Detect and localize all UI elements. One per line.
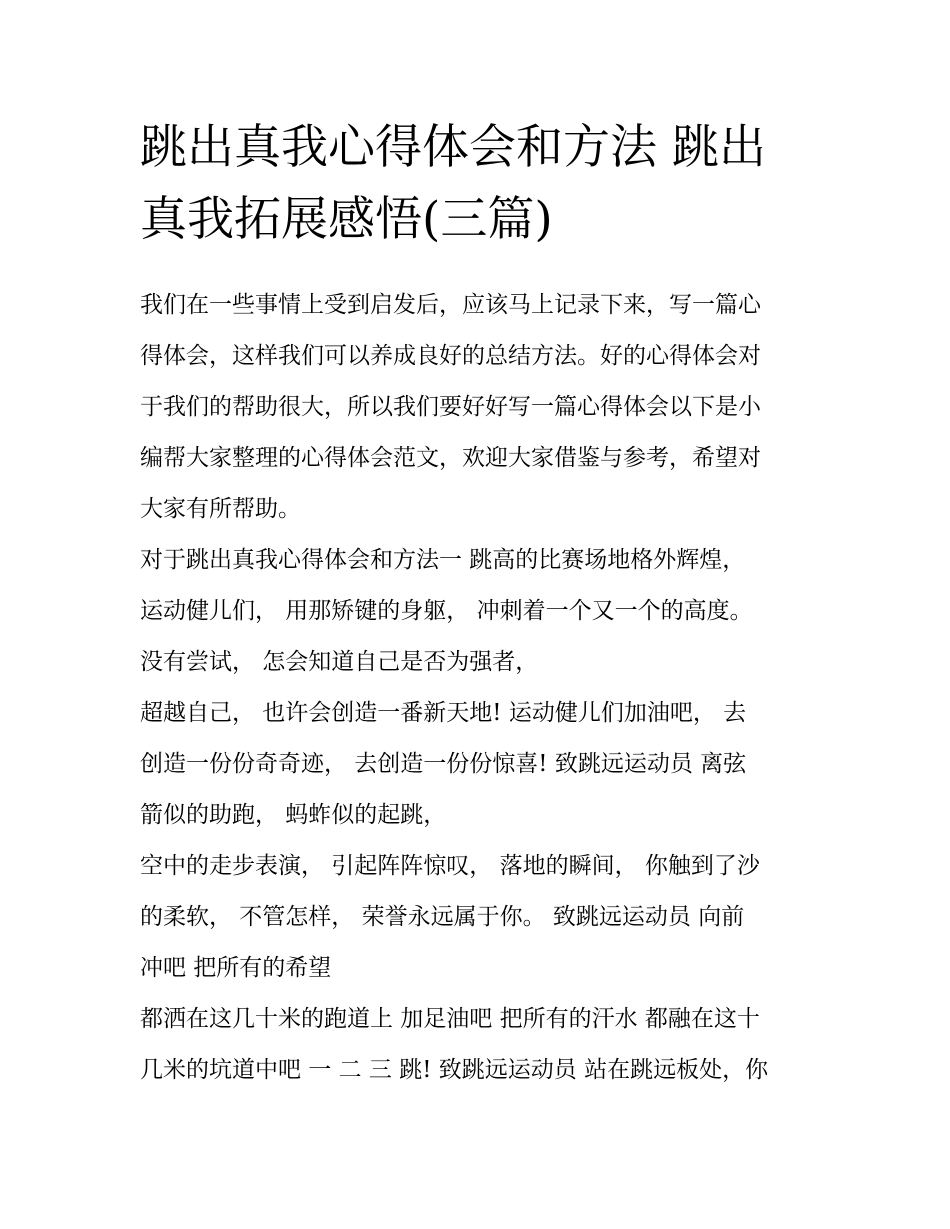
body-line: 大家有所帮助。 [140,496,301,522]
body-line: 得体会，这样我们可以养成良好的总结方法。好的心得体会对 [140,343,761,369]
body-line: 几米的坑道中吧 一 二 三 跳! 致跳远运动员 站在跳远板处，你 [140,1057,769,1083]
body-line: 编帮大家整理的心得体会范文，欢迎大家借鉴与参考，希望对 [140,445,761,471]
body-line: 都洒在这几十米的跑道上 加足油吧 把所有的汗水 都融在这十 [140,1006,760,1032]
document-title [140,112,820,256]
body-line: 超越自己， 也许会创造一番新天地! 运动健儿们加油吧， 去 [140,700,747,726]
body-line: 箭似的助跑， 蚂蚱似的起跳， [140,802,447,828]
title-line: 真我拓展感悟(三篇) [140,192,553,247]
body-line: 于我们的帮助很大，所以我们要好好写一篇心得体会以下是小 [140,394,761,420]
body-line: 空中的走步表演， 引起阵阵惊叹， 落地的瞬间， 你触到了沙 [140,853,760,879]
body-line: 冲吧 把所有的希望 [140,955,332,981]
body-line: 的柔软， 不管怎样， 荣誉永远属于你。 致跳远运动员 向前 [140,904,745,930]
body-line: 创造一份份奇奇迹， 去创造一份份惊喜! 致跳远运动员 离弦 [140,751,747,777]
document-body [140,280,830,1096]
title-line: 跳出真我心得体会和方法 跳出 [140,120,766,175]
body-line: 运动健儿们， 用那矫键的身躯， 冲刺着一个又一个的高度。 [140,598,753,624]
body-line: 对于跳出真我心得体会和方法一 跳高的比赛场地格外辉煌， [140,547,746,573]
body-line: 我们在一些事情上受到启发后，应该马上记录下来，写一篇心 [140,292,761,318]
body-line: 没有尝试， 怎会知道自己是否为强者， [140,649,539,675]
